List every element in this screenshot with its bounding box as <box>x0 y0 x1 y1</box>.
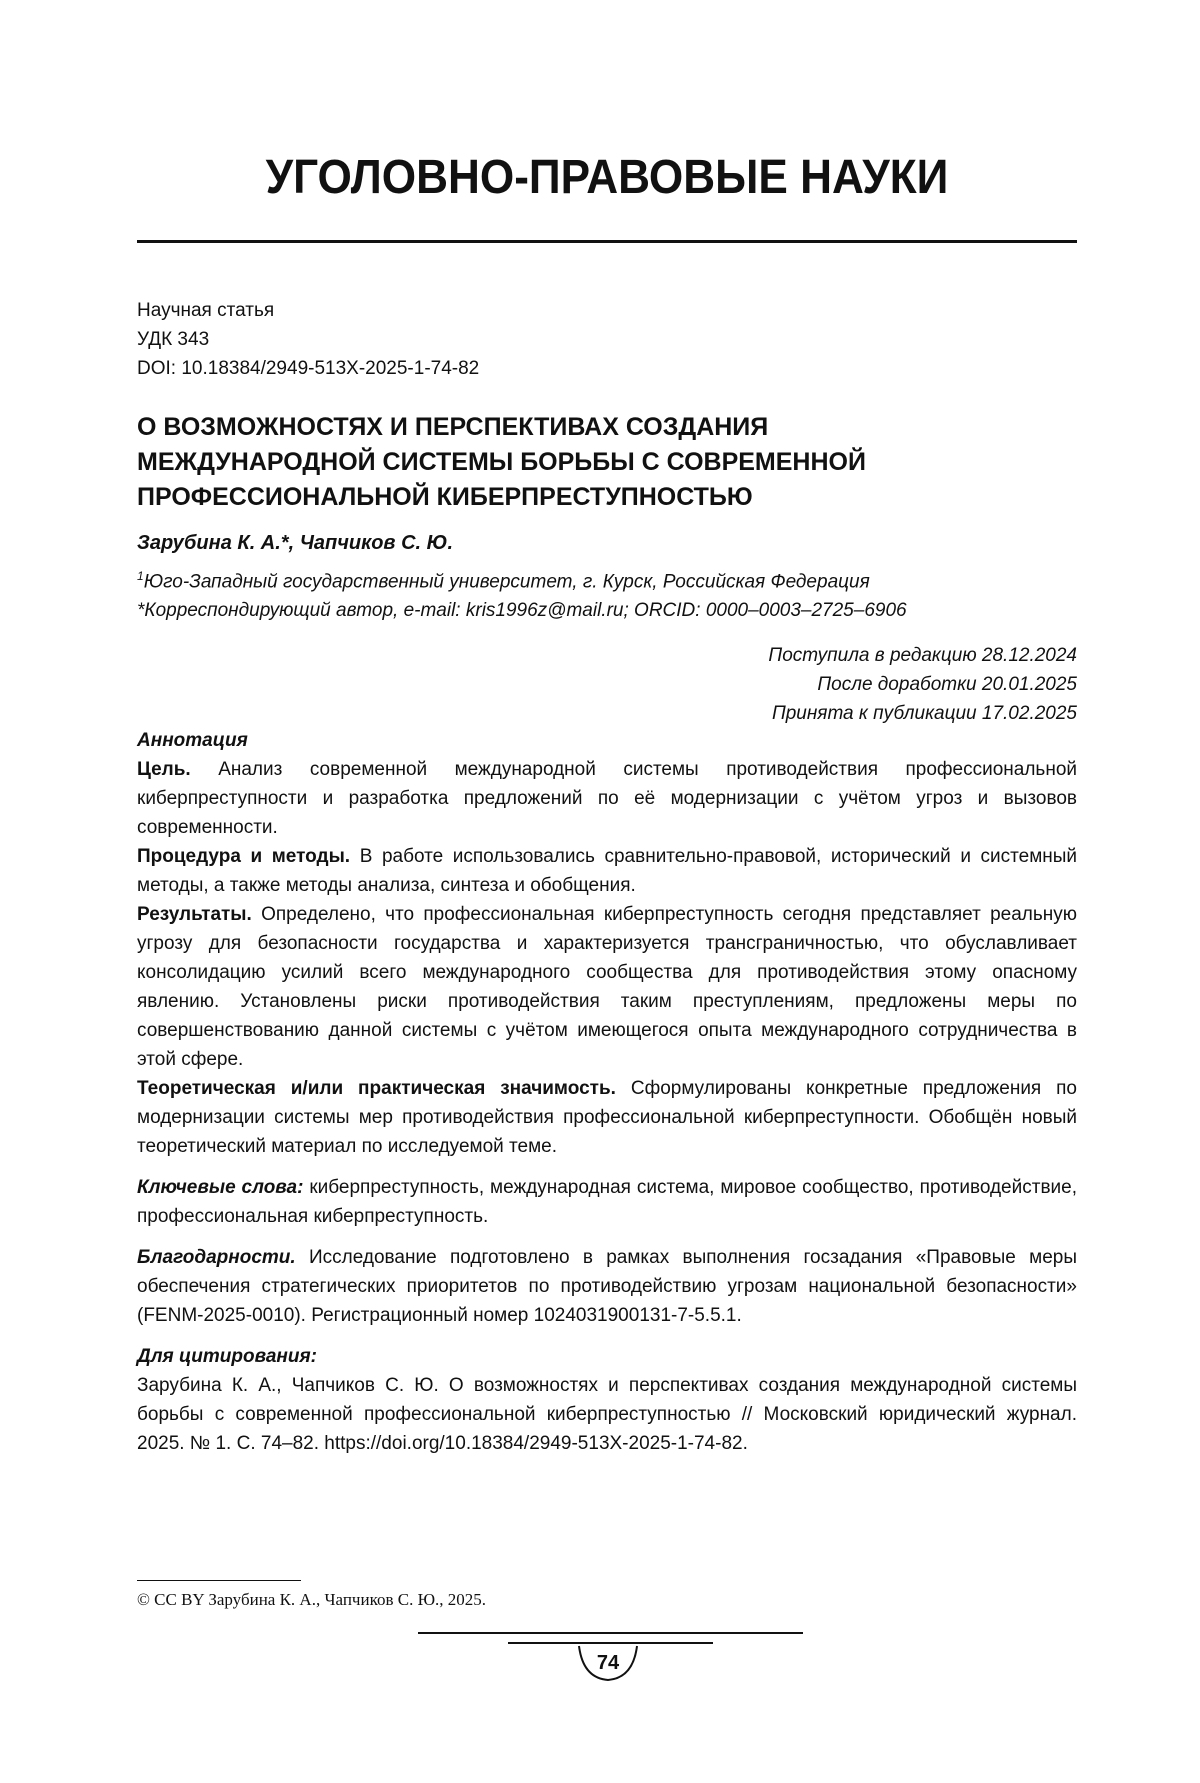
date-received: Поступила в редакцию 28.12.2024 <box>768 645 1077 666</box>
section-title: УГОЛОВНО-ПРАВОВЫЕ НАУКИ <box>265 151 949 204</box>
abstract-methods <box>137 842 1077 900</box>
article-title-line: МЕЖДУНАРОДНОЙ СИСТЕМЫ БОРЬБЫ С СОВРЕМЕННОЙ <box>137 448 866 476</box>
article-meta <box>137 296 479 383</box>
spacer <box>137 1231 1077 1243</box>
abstract-heading: Аннотация <box>137 730 248 751</box>
acknowledgments-label: Благодарности. <box>137 1247 296 1268</box>
abstract <box>137 726 1077 1458</box>
affiliation-line <box>137 562 907 596</box>
significance-text: Сформулированы конкретные предложения по модернизации системы мер противодействия профессиональной киберпреступности. Обобщён новый теоретический материал по исследуемой теме. <box>137 1078 1078 1157</box>
results-label: Результаты. <box>137 904 252 925</box>
abstract-results <box>137 900 1077 1074</box>
citation-label: Для цитирования: <box>137 1346 317 1367</box>
title-rule <box>137 240 1077 243</box>
affiliation-text: Юго-Западный государственный университет, г. Курск, Российская Федерация <box>143 571 870 593</box>
page-number: 74 <box>596 1652 620 1674</box>
keywords-text: киберпреступность, международная система, мировое сообщество, противодействие, профессиональная киберпреступность. <box>137 1177 1077 1227</box>
footnote-rule <box>137 1580 301 1581</box>
abstract-significance <box>137 1074 1077 1161</box>
dates <box>768 641 1077 728</box>
udk: УДК 343 <box>137 329 210 350</box>
affiliation-sup: 1 <box>137 569 144 583</box>
results-text: Определено, что профессиональная киберпреступность сегодня представляет реальную угрозу для безопасности государства и характеризуется трансграничностью, что обуславливает консолидацию усилий всего международного сообщества для противодействия этому опасному явлению. Установлены риски противодействия таким преступлениям, предложены меры по совершенствованию данной системы с учётом имеющегося опыта международного сотрудничества в этой сфере. <box>137 904 1077 1070</box>
date-accepted: Принята к публикации 17.02.2025 <box>771 703 1077 724</box>
corresponding-author[interactable]: *Корреспондирующий автор, e-mail: kris1996z@mail.ru; ORCID: 0000–0003–2725–6906 <box>137 600 907 622</box>
article-title-line: О ВОЗМОЖНОСТЯХ И ПЕРСПЕКТИВАХ СОЗДАНИЯ <box>137 413 769 441</box>
doi[interactable]: DOI: 10.18384/2949-513X-2025-1-74-82 <box>137 358 480 379</box>
authors: Зарубина К. А.*, Чапчиков С. Ю. <box>137 532 454 554</box>
abstract-aim <box>137 755 1077 842</box>
keywords <box>137 1173 1077 1231</box>
citation-text[interactable]: Зарубина К. А., Чапчиков С. Ю. О возможностях и перспективах создания международной системы борьбы с современной профессиональной киберпреступностью // Московский юридический журнал. 2025. № 1. С. 74–82. https://doi.org/10.18384/2949-513X-2025-1-74-82. <box>137 1375 1077 1454</box>
affiliation <box>137 562 907 625</box>
aim-label: Цель. <box>137 759 191 780</box>
license: © CC BY Зарубина К. А., Чапчиков С. Ю., 2025. <box>137 1590 487 1609</box>
aim-text: Анализ современной международной системы противодействия профессиональной киберпреступности и разработка предложений по её модернизации с учётом угроз и вызовов современности. <box>137 759 1078 838</box>
methods-label: Процедура и методы. <box>137 846 351 867</box>
article-title <box>137 410 1037 515</box>
significance-label: Теоретическая и/или практическая значимость. <box>137 1078 616 1099</box>
acknowledgments <box>137 1243 1077 1330</box>
date-revised: После доработки 20.01.2025 <box>817 674 1077 695</box>
article-type: Научная статья <box>137 300 275 321</box>
article-title-line: ПРОФЕССИОНАЛЬНОЙ КИБЕРПРЕСТУПНОСТЬЮ <box>137 483 753 511</box>
spacer <box>137 1161 1077 1173</box>
spacer <box>137 1330 1077 1342</box>
keywords-label: Ключевые слова: <box>137 1177 304 1198</box>
methods-text: В работе использовались сравнительно-правовой, исторический и системный методы, а также методы анализа, синтеза и обобщения. <box>137 846 1078 896</box>
acknowledgments-text: Исследование подготовлено в рамках выполнения госзадания «Правовые меры обеспечения стратегических приоритетов по противодействию угрозам национальной безопасности» (FENM-2025-0010). Регистрационный номер 1024031900131-7-5.5.1. <box>137 1247 1077 1326</box>
page-rule-top <box>418 1632 803 1634</box>
